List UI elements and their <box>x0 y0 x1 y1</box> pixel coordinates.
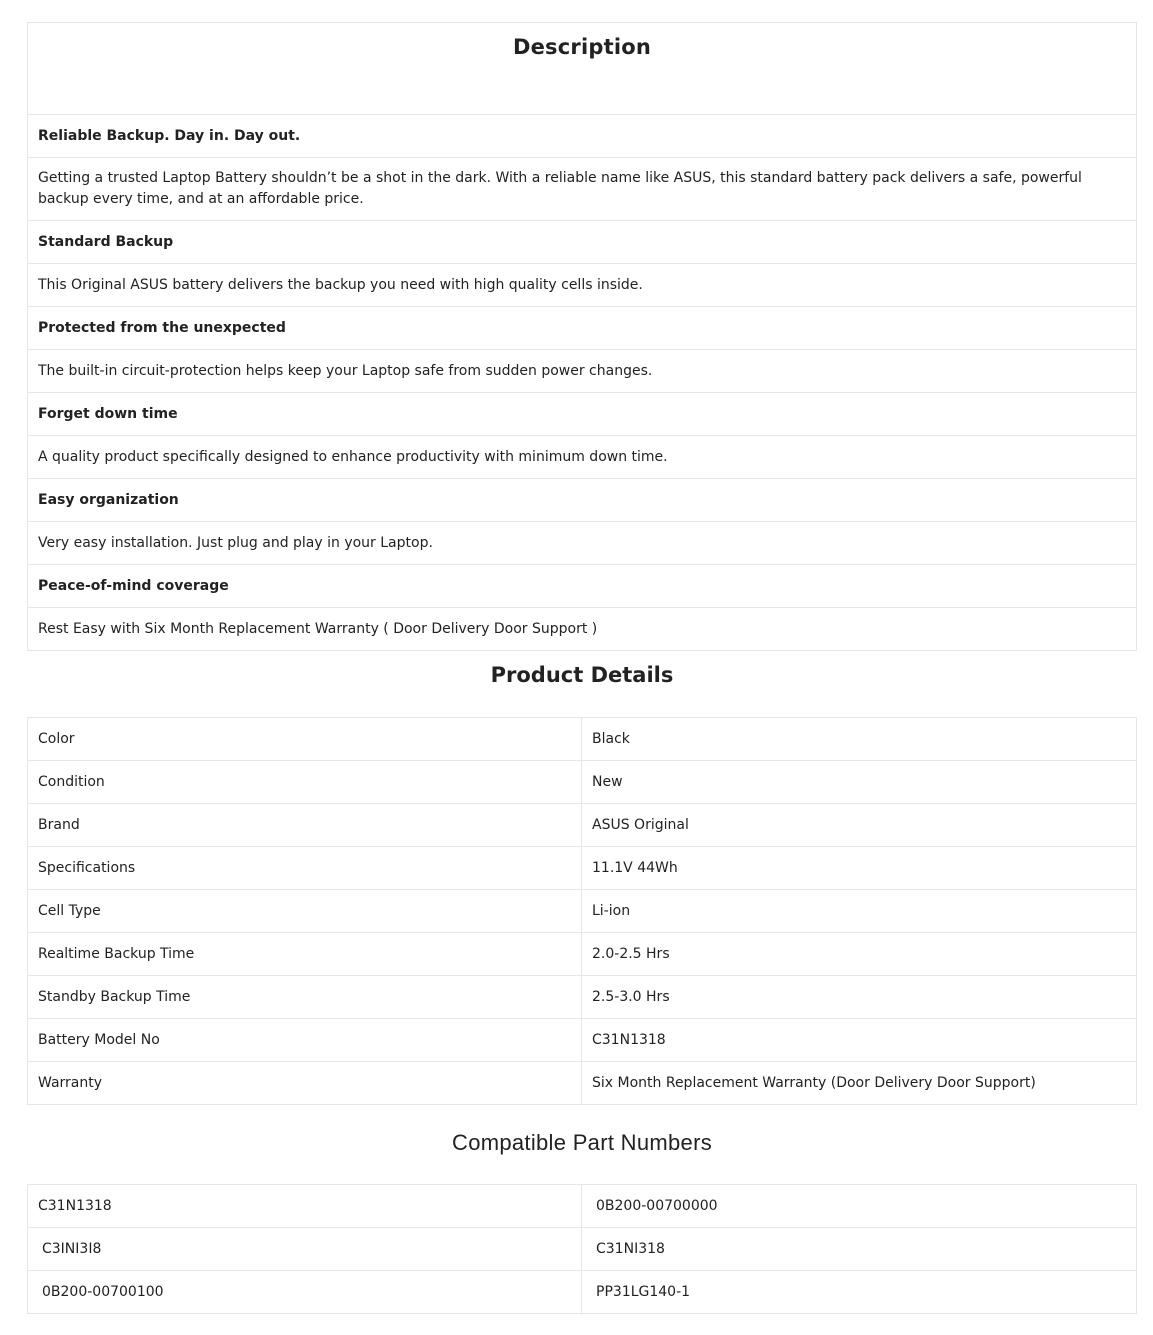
table-row <box>28 1019 1137 1062</box>
detail-value: Li-ion <box>582 890 1137 933</box>
table-row <box>28 608 1137 651</box>
table-row <box>28 393 1137 436</box>
table-row <box>28 804 1137 847</box>
table-row <box>28 479 1137 522</box>
product-details-title: Product Details <box>490 663 674 687</box>
part-number: PP31LG140-1 <box>582 1271 1137 1314</box>
table-row <box>28 436 1137 479</box>
part-number: 0B200-00700000 <box>582 1185 1137 1228</box>
detail-label: Specifications <box>28 847 582 890</box>
detail-label: Warranty <box>28 1062 582 1105</box>
table-row <box>28 522 1137 565</box>
table-row <box>28 718 1137 761</box>
part-number: 0B200-00700100 <box>28 1271 582 1314</box>
description-title-row <box>28 23 1137 115</box>
detail-value: ASUS Original <box>582 804 1137 847</box>
detail-value: 11.1V 44Wh <box>582 847 1137 890</box>
table-row <box>28 1062 1137 1105</box>
description-heading: Reliable Backup. Day in. Day out. <box>28 115 1137 158</box>
description-title: Description <box>512 35 652 59</box>
table-row <box>28 264 1137 307</box>
table-row <box>28 933 1137 976</box>
detail-value: C31N1318 <box>582 1019 1137 1062</box>
detail-label: Cell Type <box>28 890 582 933</box>
description-text: Rest Easy with Six Month Replacement Warranty ( Door Delivery Door Support ) <box>28 608 1137 651</box>
table-row <box>28 976 1137 1019</box>
detail-label: Color <box>28 718 582 761</box>
detail-value: New <box>582 761 1137 804</box>
table-row <box>28 565 1137 608</box>
detail-value: 2.0-2.5 Hrs <box>582 933 1137 976</box>
description-heading: Protected from the unexpected <box>28 307 1137 350</box>
table-row <box>28 1228 1137 1271</box>
compatible-parts-table <box>27 1184 1137 1314</box>
detail-label: Condition <box>28 761 582 804</box>
description-heading: Forget down time <box>28 393 1137 436</box>
detail-value: 2.5-3.0 Hrs <box>582 976 1137 1019</box>
description-heading: Easy organization <box>28 479 1137 522</box>
detail-value: Six Month Replacement Warranty (Door Delivery Door Support) <box>582 1062 1137 1105</box>
description-text: This Original ASUS battery delivers the backup you need with high quality cells inside. <box>28 264 1137 307</box>
table-row <box>28 307 1137 350</box>
detail-label: Realtime Backup Time <box>28 933 582 976</box>
detail-label: Standby Backup Time <box>28 976 582 1019</box>
detail-label: Brand <box>28 804 582 847</box>
detail-label: Battery Model No <box>28 1019 582 1062</box>
table-row <box>28 221 1137 264</box>
description-text: The built-in circuit-protection helps keep your Laptop safe from sudden power changes. <box>28 350 1137 393</box>
table-row <box>28 761 1137 804</box>
table-row <box>28 890 1137 933</box>
table-row <box>28 847 1137 890</box>
description-text: Getting a trusted Laptop Battery shouldn’t be a shot in the dark. With a reliable name like ASUS, this standard battery pack delivers a safe, powerful backup every time, and at an affordable price. <box>28 158 1137 221</box>
table-row <box>28 158 1137 221</box>
table-row <box>28 1185 1137 1228</box>
part-number: C31NI318 <box>582 1228 1137 1271</box>
table-row <box>28 115 1137 158</box>
table-row <box>28 350 1137 393</box>
description-text: A quality product specifically designed to enhance productivity with minimum down time. <box>28 436 1137 479</box>
product-details-table <box>27 717 1137 1105</box>
description-heading: Standard Backup <box>28 221 1137 264</box>
description-text: Very easy installation. Just plug and play in your Laptop. <box>28 522 1137 565</box>
description-heading: Peace-of-mind coverage <box>28 565 1137 608</box>
table-row <box>28 1271 1137 1314</box>
detail-value: Black <box>582 718 1137 761</box>
compatible-parts-title: Compatible Part Numbers <box>452 1130 712 1155</box>
part-number: C3INI3I8 <box>28 1228 582 1271</box>
description-table <box>27 22 1137 651</box>
part-number: C31N1318 <box>28 1185 582 1228</box>
